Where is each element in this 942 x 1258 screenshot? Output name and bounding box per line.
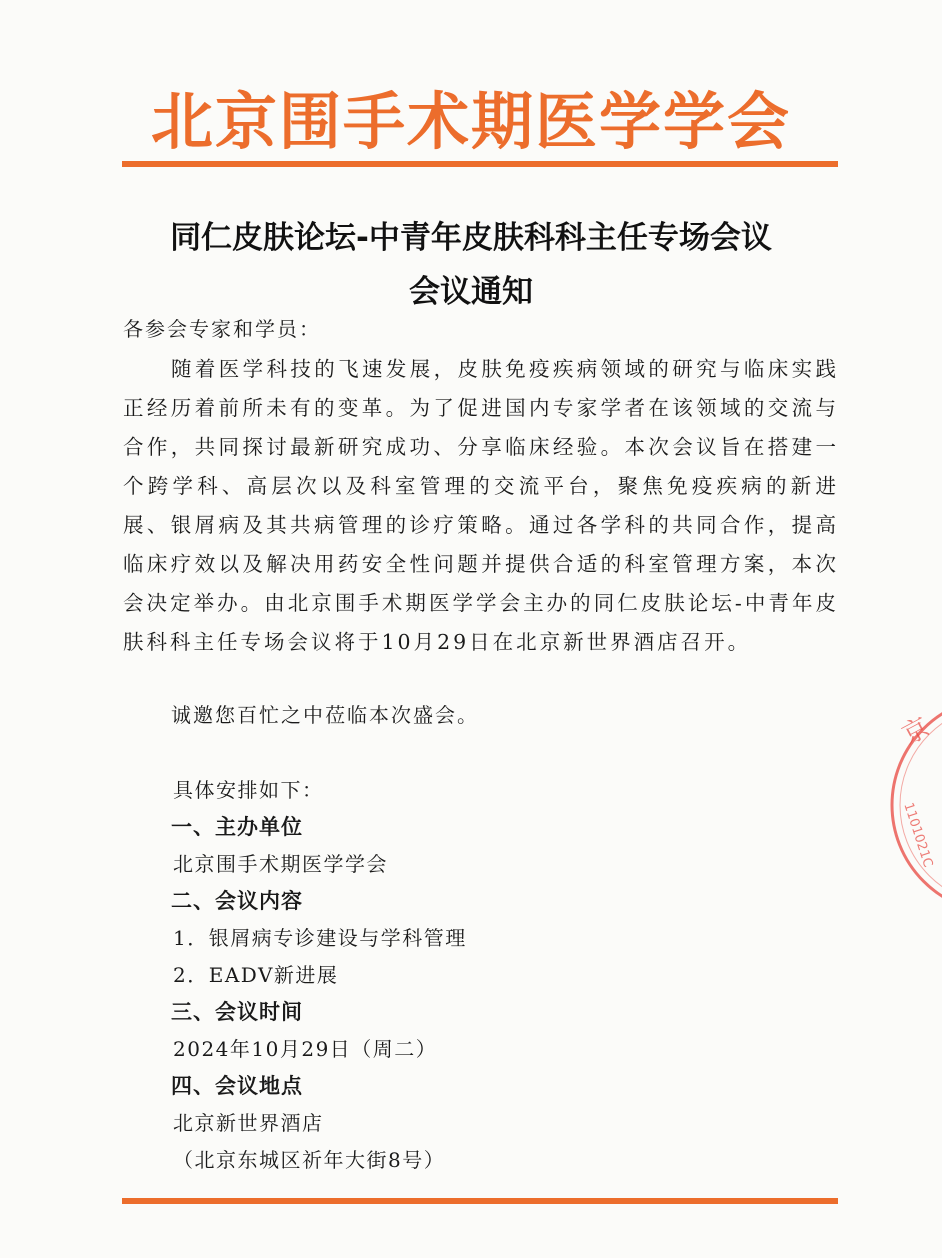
meeting-title: 同仁皮肤论坛-中青年皮肤科科主任专场会议	[170, 220, 772, 256]
footer-divider	[122, 1198, 838, 1204]
org-letterhead-title: 北京围手术期医学学会	[150, 85, 791, 158]
content-item: 2．EADV新进展	[173, 963, 339, 987]
time-value: 2024年10月29日（周二）	[173, 1037, 438, 1061]
invitation-line: 诚邀您百忙之中莅临本次盛会。	[171, 703, 479, 727]
seal-icon	[882, 690, 942, 920]
salutation: 各参会专家和学员：	[123, 317, 321, 341]
section-heading-time: 三、会议时间	[171, 1000, 303, 1024]
letterhead-divider	[122, 161, 838, 167]
venue-address: （北京东城区祈年大街8号）	[173, 1148, 446, 1172]
organizer-value: 北京围手术期医学学会	[173, 852, 388, 876]
section-heading-venue: 四、会议地点	[171, 1074, 303, 1098]
notice-title: 会议通知	[409, 274, 533, 310]
seal-char: 京	[897, 712, 935, 752]
section-heading-organizer: 一、主办单位	[171, 815, 303, 839]
section-heading-content: 二、会议内容	[171, 889, 303, 913]
body-paragraph: 随着医学科技的飞速发展，皮肤免疫疾病领域的研究与临床实践正经历着前所未有的变革。为了促进国内专家学者在该领域的交流与合作，共同探讨最新研究成功、分享临床经验。本次会议旨在搭建一个跨学科、高层次以及科室管理的交流平台，聚焦免疫疾病的新进展、银屑病及其共病管理的诊疗策略。通过各学科的共同合作，提高临床疗效以及解决用药安全性问题并提供合适的科室管理方案，本次会决定举办。由北京围手术期医学学会主办的同仁皮肤论坛-中青年皮肤科科主任专场会议将于10月29日在北京新世界酒店召开。	[123, 357, 839, 654]
seal-number: 1101021C	[900, 800, 936, 870]
venue-value: 北京新世界酒店	[173, 1111, 324, 1135]
content-item: 1．银屑病专诊建设与学科管理	[173, 926, 467, 950]
arrangement-intro: 具体安排如下：	[173, 778, 324, 802]
arrangement-details	[171, 772, 791, 1179]
official-seal-stamp	[882, 690, 942, 920]
